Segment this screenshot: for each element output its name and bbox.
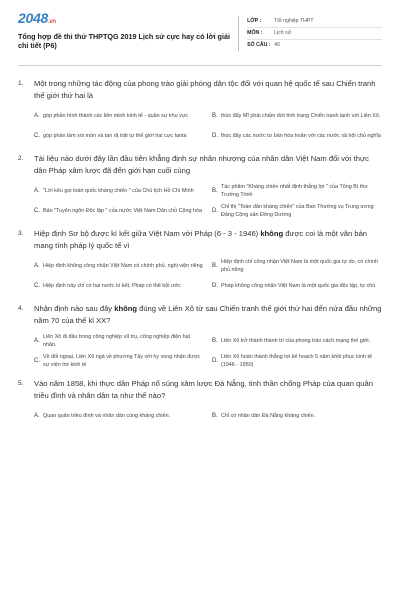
option-text: thúc đẩy Mĩ phải chấm dứt tình trạng Chiến tranh lạnh với Liên Xô. <box>221 113 381 119</box>
question-text-part: Hiệp định Sơ bộ được kí kết giữa Việt Nam với Pháp (6 - 3 - 1946) <box>34 229 261 238</box>
question-text <box>34 78 382 102</box>
answer-options <box>34 331 382 371</box>
question-number: 5. <box>18 380 24 387</box>
option-letter: B. <box>212 338 218 344</box>
logo-tld: .vn <box>47 19 56 25</box>
meta-value: 40 <box>274 42 280 48</box>
option-text: Về đối ngoại, Liên Xô ngả về phương Tây với hy vọng nhận được sự viện trợ kinh tế <box>43 354 201 368</box>
option-letter: D. <box>212 283 218 289</box>
question-number: 4. <box>18 305 24 312</box>
option-text: Liên Xô đi đầu trong công nghiệp vũ trụ, công nghiệp điện hạt nhân. <box>43 334 191 348</box>
answer-option[interactable] <box>212 406 382 426</box>
answer-option[interactable] <box>34 201 204 221</box>
question-text <box>34 228 382 252</box>
option-letter: D. <box>212 358 218 364</box>
option-text: Hiệp định không công nhận Việt Nam có chính phủ, nghị viện riêng <box>43 263 203 269</box>
option-letter: C. <box>34 358 40 364</box>
question-text <box>34 153 382 177</box>
option-text: thúc đẩy các nước tư bản hòa hoãn với các nước xã hội chủ nghĩa <box>221 133 381 139</box>
question-text-part: được coi là một văn bản mang tính pháp lý quốc tế vì <box>34 229 368 250</box>
meta-key: MÔN : <box>247 30 263 36</box>
answer-option[interactable] <box>212 106 382 126</box>
answer-option[interactable] <box>212 126 382 146</box>
question-number: 2. <box>18 155 24 162</box>
answer-option[interactable] <box>212 181 382 201</box>
document-title: Tổng hợp đề thi thử THPTQG 2019 Lịch sử cực hay có lời giải chi tiết (P6) <box>18 32 230 50</box>
question-body <box>34 378 382 426</box>
question-text-part: đúng về Liên Xô từ sau Chiến tranh thế giới thứ hai đến nửa đầu những năm 70 của thế kỉ XX? <box>34 304 382 325</box>
question-text-emphasis: không <box>260 229 284 238</box>
meta-info <box>238 16 382 51</box>
answer-option[interactable] <box>212 331 382 351</box>
site-logo[interactable] <box>18 10 238 30</box>
option-letter: B. <box>212 263 218 269</box>
page-header <box>18 10 382 65</box>
option-text: Chỉ có nhân dân Đà Nẵng kháng chiến. <box>221 413 316 419</box>
question-text-part: Nhận định nào sau đây <box>34 304 115 313</box>
answer-option[interactable] <box>34 126 204 146</box>
option-letter: C. <box>34 133 40 139</box>
question-number: 1. <box>18 80 24 87</box>
question-item <box>18 228 382 296</box>
meta-row <box>247 16 382 28</box>
answer-options <box>34 256 382 296</box>
answer-option[interactable] <box>34 181 204 201</box>
question-item <box>18 153 382 221</box>
question-text <box>34 303 382 327</box>
answer-option[interactable] <box>34 351 204 371</box>
option-letter: A. <box>34 188 40 194</box>
meta-value: Tốt nghiệp THPT <box>274 18 314 24</box>
option-letter: D. <box>212 208 218 214</box>
answer-options <box>34 181 382 221</box>
option-text: góp phần làm xói mòn và tan rã trật tự thế giới hai cực Ianta <box>43 133 187 139</box>
question-text-emphasis: không <box>114 304 137 313</box>
option-text: Chỉ thị "Toàn dân kháng chiến" của Ban Thường vụ Trung ương Đảng Cộng sản Đông Dương <box>221 204 374 218</box>
answer-option[interactable] <box>212 201 382 221</box>
answer-option[interactable] <box>34 106 204 126</box>
question-item <box>18 378 382 426</box>
option-letter: A. <box>34 413 40 419</box>
option-text: Hiệp định này chỉ có hai nước kí kết, Pháp có thể bội ước <box>43 283 181 289</box>
option-text: Bản "Tuyên ngôn Độc lập " của nước Việt Nam Dân chủ Cộng hòa <box>43 208 203 214</box>
option-letter: A. <box>34 113 40 119</box>
header-left <box>18 10 238 50</box>
meta-key: LỚP : <box>247 18 262 24</box>
logo-main: 2048 <box>18 10 48 26</box>
option-letter: B. <box>212 113 218 119</box>
meta-row <box>247 40 382 51</box>
header-divider <box>18 65 382 66</box>
meta-key: SỐ CÂU : <box>247 42 271 48</box>
question-list <box>18 78 382 426</box>
option-letter: C. <box>34 208 40 214</box>
question-item <box>18 303 382 371</box>
option-text: Liên Xô trở thành thành trì của phong trào cách mạng thế giới. <box>221 338 371 344</box>
question-body <box>34 78 382 146</box>
question-body <box>34 153 382 221</box>
question-item <box>18 78 382 146</box>
option-letter: C. <box>34 283 40 289</box>
question-text-part: Vào năm 1858, khi thực dân Pháp nổ súng xâm lược Đà Nẵng, tinh thần chống Pháp của quan quân triều đình và nhân dân ta như thế nào? <box>34 379 373 400</box>
option-letter: B. <box>212 413 218 419</box>
answer-option[interactable] <box>212 256 382 276</box>
answer-options <box>34 406 382 426</box>
option-text: góp phần hình thành các liên minh kinh tế - quân sự khu vực <box>43 113 189 119</box>
meta-row <box>247 28 382 40</box>
answer-option[interactable] <box>34 331 204 351</box>
question-text-part: Một trong những tác động của phong trào giải phóng dân tộc đối với quan hệ quốc tế sau Chiến tranh thế giới thứ hai là <box>34 79 376 100</box>
option-text: "Lời kêu gọi toàn quốc kháng chiến " của Chủ tịch Hồ Chí Minh <box>43 188 194 194</box>
question-body <box>34 303 382 371</box>
answer-option[interactable] <box>212 276 382 296</box>
question-body <box>34 228 382 296</box>
option-text: Quan quân triều đình và nhân dân cùng kháng chiến. <box>43 413 171 419</box>
option-text: Hiệp định chỉ công nhận Việt Nam là một quốc gia tự do, có chính phủ riêng <box>221 259 378 273</box>
answer-option[interactable] <box>34 276 204 296</box>
option-letter: A. <box>34 263 40 269</box>
option-letter: D. <box>212 133 218 139</box>
meta-value: Lịch sử <box>274 30 292 36</box>
option-text: Tác phẩm "Kháng chiến nhất định thắng lợi " của Tổng Bí thư Trường Trinh <box>221 184 368 198</box>
question-text-part: Tài liệu nào dưới đây lần đầu tiên khẳng định sự nhân nhượng của nhân dân Việt Nam đối với thực dân Pháp xâm lược đã đến giới hạn cuối cùng <box>34 154 369 175</box>
option-letter: B. <box>212 188 218 194</box>
answer-options <box>34 106 382 146</box>
answer-option[interactable] <box>34 406 204 426</box>
answer-option[interactable] <box>34 256 204 276</box>
option-text: Liên Xô hoàn thành thắng lợi kế hoạch 5 năm khôi phục kinh tế (1946 - 1950) <box>221 354 372 368</box>
option-letter: A. <box>34 338 40 344</box>
question-text <box>34 378 382 402</box>
question-number: 3. <box>18 230 24 237</box>
answer-option[interactable] <box>212 351 382 371</box>
option-text: Pháp không công nhận Việt Nam là một quốc gia độc lập, tự chủ <box>221 283 376 289</box>
